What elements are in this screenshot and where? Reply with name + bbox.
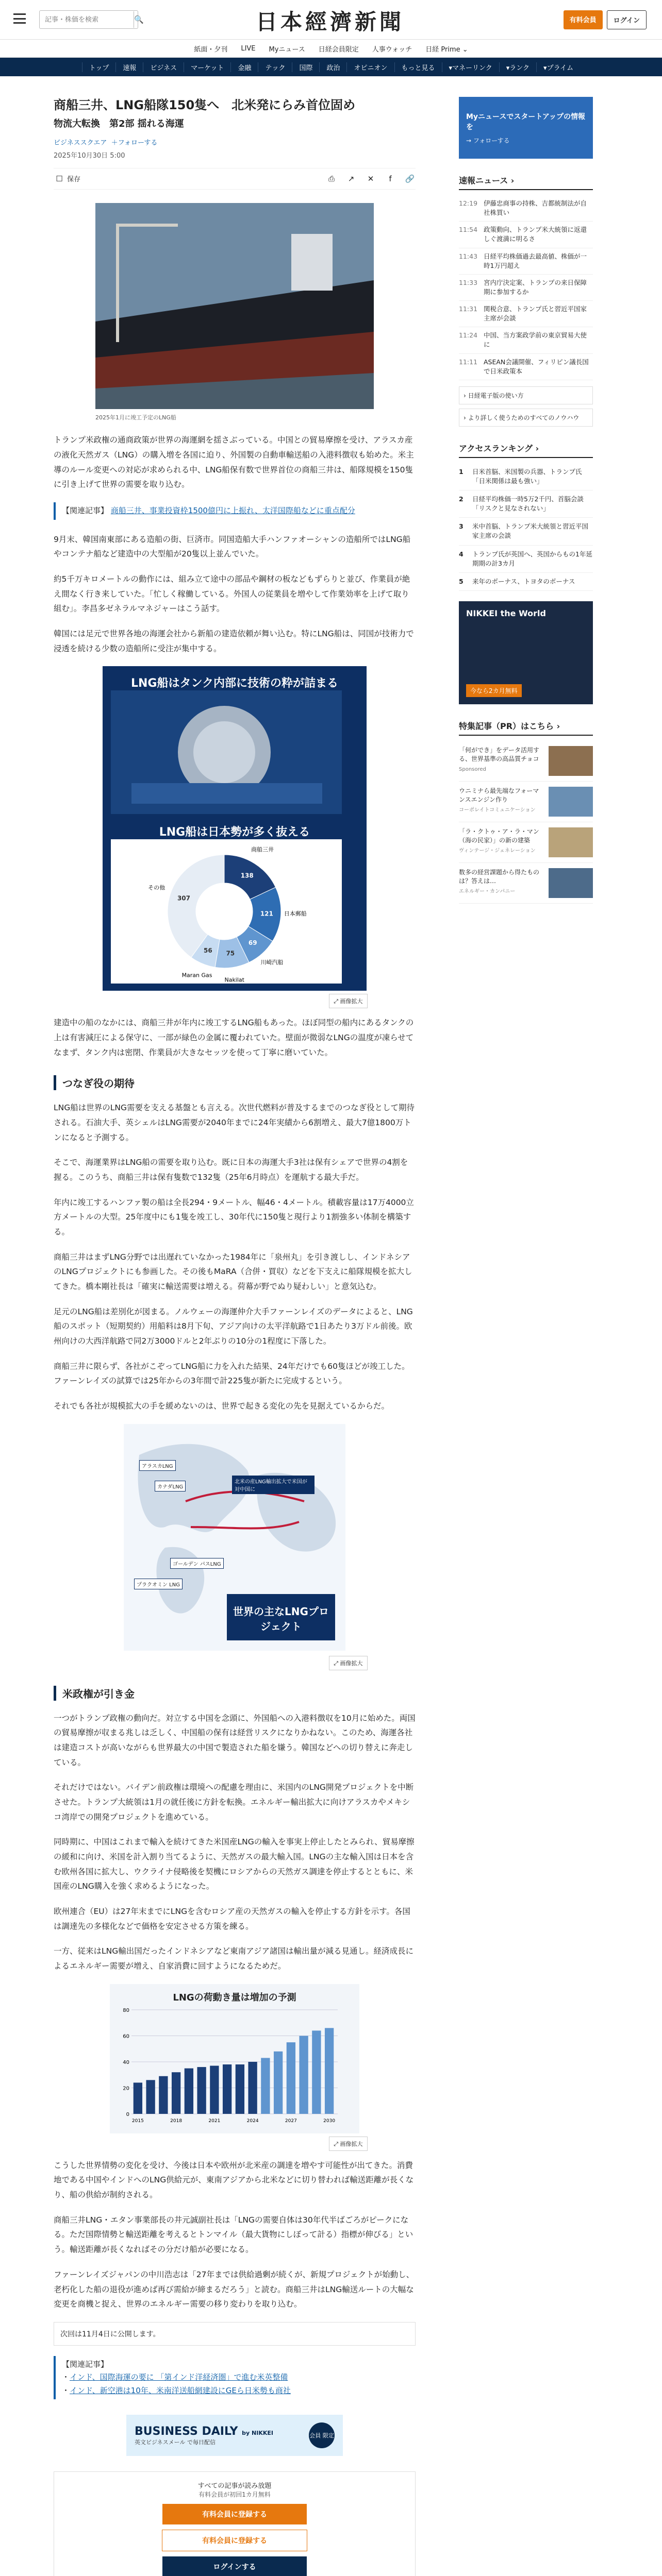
breaking-text[interactable]: 関税合意、トランプ氏と習近平国家主席が会談 — [484, 305, 587, 323]
bar — [223, 2064, 231, 2114]
section-heading: 米政権が引き金 — [54, 1686, 416, 1701]
rank-number: 2 — [459, 495, 464, 503]
pr-item[interactable] — [459, 741, 593, 782]
pie-value: 75 — [226, 950, 235, 957]
tank-illustration — [111, 690, 342, 814]
next-notice: 次回は11月4日に公開します。 — [54, 2322, 416, 2346]
site-logo[interactable]: 日本經濟新聞 — [255, 9, 404, 35]
related-link[interactable]: インド、国際海運の要に 「第インド洋経済圏」で進む米英整備 — [70, 2372, 288, 2382]
bar — [159, 2076, 168, 2114]
pie-label: 川崎汽船 — [260, 959, 284, 966]
paragraph: 商船三井LNG・エタン事業部長の井元誠副社長は「LNGの需要自体は30年代半ばごろがピークになる。ただ国際情勢と輸送距離を考えるとトンマイル（最大貨物にしぼって計る）指標が伸びる」という。輸送距離が長くなればその分だけ船が必要になる。 — [54, 2215, 413, 2255]
banner-caption: 英文ビジネスメール で毎日配信 — [135, 2438, 216, 2446]
map-label: アラスカLNG — [139, 1460, 176, 1471]
infographic-title: LNG船はタンク内部に技術の粋が詰まる — [130, 677, 339, 690]
pr-thumbnail[interactable] — [549, 868, 593, 898]
facebook-icon[interactable]: f — [389, 174, 392, 184]
breaking-time: 11:24 — [459, 331, 478, 340]
paragraph: 欧州連合（EU）は27年末までにLNGを含むロシア産の天然ガスの輸入を停止する方針を示す。各国は調達先の多様化などで価格を安定させる方策を練る。 — [54, 1907, 410, 1931]
paybox-sub: 有料会員が初回1カ月無料 — [198, 2491, 271, 2499]
guide-link[interactable]: › より詳しく使うためのすべてのノウハウ — [459, 409, 593, 427]
related-list: 【関連記事】 ・インド、国際海運の要に 「第インド洋経済圏」で進む米英整備 ・インド、新空港は10年、米南洋送船網建設にGEら日米勢も商社 — [54, 2356, 416, 2400]
world-banner-sub: 今なら2カ月無料 — [466, 684, 522, 697]
ranking-item[interactable] — [459, 463, 593, 490]
mainnav-item[interactable]: もっと見る — [394, 62, 442, 72]
paragraph: LNG船は世界のLNG需要を支える基盤とも言える。次世代燃料が普及するまでのつなぎ役として期待される。石油大手、英シェルはLNG需要が2040年までに24年実績から6割増え、最大7億1800万トンになると予測する。 — [54, 1103, 415, 1142]
related-link[interactable]: 商船三井、事業投資枠1500億円に上振れ、太洋国際船などに重点配分 — [110, 506, 355, 516]
banner-sub: by NIKKEI — [242, 2429, 273, 2436]
breaking-item[interactable] — [459, 222, 593, 248]
author-link[interactable]: ビジネススクエア — [54, 139, 107, 147]
bar — [312, 2030, 321, 2114]
infographic-lng — [103, 666, 367, 991]
subnav-item[interactable]: 日経会員限定 — [318, 45, 359, 54]
map-label: 北米の産LNG輸出拡大で米国が対中国に — [232, 1476, 315, 1494]
pr-thumbnail[interactable] — [549, 827, 593, 857]
related-label: 【関連記事】 — [62, 506, 109, 516]
bar — [134, 2082, 142, 2114]
expand-image-button[interactable]: ⤢ 画像拡大 — [329, 994, 367, 1008]
related-link[interactable]: インド、新空港は10年、米南洋送船網建設にGEら日米勢も商社 — [70, 2385, 291, 2395]
pie-label: 日本郵船 — [284, 910, 307, 918]
subnav-item[interactable]: 人事ウォッチ — [372, 45, 412, 54]
pr-text[interactable]: 「何ができ」をデータ活用する、世界基準の高品質チョコ — [459, 746, 540, 763]
paragraph: トランプ米政権の通商政策が世界の海運網を揺さぶっている。中国との貿易摩擦を受け、アラスカ産の液化天然ガス（LNG）の購入増を各国に迫り、外国製の自動車輸送船の入港料徴収も始めた。米主導のルール変更への対応が求められる中、LNG船保有数で世界首位の商船三井は、船隊規模を150隻に引き上げて世界の需要を取り込む。 — [54, 435, 414, 489]
paragraph: 一方、従来はLNG輸出国だったインドネシアなど東南アジア諸国は輸出量が減る見通し。経済成長によるエネルギー需要が増え、自家消費に回すようになるためだ。 — [54, 1946, 413, 1971]
bar — [172, 2072, 180, 2114]
article-series: 物流大転換 第2部 揺れる海運 — [54, 118, 184, 130]
publish-date: 2025年10月30日 5:00 — [54, 152, 125, 160]
pr-sponsor: エネルギー・カンパニー — [459, 888, 516, 894]
subnav-item[interactable]: 紙面・夕刊 — [194, 45, 228, 54]
mainnav-item[interactable]: 速報 — [115, 62, 143, 72]
x-tick: 2024 — [246, 2118, 259, 2124]
rank-number: 5 — [459, 577, 464, 585]
bar — [210, 2065, 219, 2113]
breaking-item[interactable] — [459, 354, 593, 380]
search-box[interactable] — [39, 10, 144, 29]
rank-number: 4 — [459, 550, 464, 558]
save-label[interactable]: 保存 — [67, 176, 81, 184]
breaking-item[interactable] — [459, 301, 593, 327]
paragraph: こうした世界情勢の変化を受け、今後は日本や欧州が北米産の調達を増やす可能性が出てきた。消費地である中国やインドへのLNG供給元が、東南アジアから北米などに切り替われば輸送距離が長くなり、船の供給が制約される。 — [54, 2160, 414, 2200]
bar — [325, 2028, 334, 2114]
sub-nav — [0, 40, 662, 58]
paragraph: そこで、海運業界はLNG船の需要を取り込む。既に日本の海運大手3社は保有シェアで世界の4割を握る。このうち、商船三井は保有隻数で132隻（25年6月時点）を運航する最大手だ。 — [54, 1158, 408, 1182]
article-title: 商船三井、LNG船隊150隻へ 北米発にらみ首位固め — [54, 98, 356, 112]
pr-thumbnail[interactable] — [549, 746, 593, 776]
pr-item[interactable] — [459, 863, 593, 904]
related-label: 【関連記事】 — [62, 2359, 109, 2369]
mainnav-item[interactable]: ▾ランク — [499, 62, 536, 72]
share-icon[interactable]: ↗ — [347, 174, 355, 184]
pr-thumbnail[interactable] — [549, 787, 593, 817]
print-icon[interactable]: ⎙ — [328, 174, 335, 184]
pie-label: その他 — [148, 884, 166, 891]
x-tick: 2018 — [170, 2118, 183, 2124]
chart-title: LNGの荷動き量は増加の予測 — [173, 1992, 296, 2003]
pie-value: 69 — [248, 939, 257, 947]
bar — [236, 2064, 244, 2114]
bar — [261, 2058, 270, 2114]
paragraph: 建造中の船のなかには、商船三井が年内に竣工するLNG船もあった。ほぼ同型の船内にあるタンクの上は有害減圧による保守に、一部が緑色の金属に覆われていた。壁面が微弱なLNGの温度が凍らせてなまず、タンク内は密閉、作業員が大きなセッツを使って丁寧に磨いていた。 — [54, 1018, 414, 1057]
breaking-text[interactable]: 政策動向、トランプ米大統領に返還しぐ渡満に明るさ — [484, 226, 587, 243]
mainnav-item[interactable]: ▾プライム — [536, 62, 580, 72]
related-article — [54, 502, 416, 520]
breaking-time: 11:31 — [459, 305, 478, 313]
mainnav-item[interactable]: マーケット — [184, 62, 230, 72]
bar — [185, 2068, 193, 2113]
expand-image-button[interactable]: ⤢ 画像拡大 — [329, 2137, 367, 2151]
pie-label: Maran Gas — [181, 972, 212, 979]
breaking-heading[interactable]: 速報ニュース › — [459, 174, 593, 190]
login-button[interactable]: ログイン — [607, 10, 647, 29]
business-daily-banner[interactable] — [126, 2415, 343, 2456]
pie-label: Nakilat — [224, 976, 244, 984]
bar-chart-box — [110, 1984, 359, 2133]
main-nav — [0, 58, 662, 76]
ranking-item[interactable] — [459, 518, 593, 545]
paywall-box — [54, 2471, 416, 2576]
map-title: 世界の主なLNGプロジェクト — [233, 1605, 329, 1633]
map-label: カナダLNG — [155, 1481, 186, 1492]
link-icon[interactable]: 🔗 — [405, 174, 415, 184]
banner-main: BUSINESS DAILY — [135, 2425, 238, 2438]
ad-button[interactable]: → フォローする — [466, 137, 510, 144]
paragraph: 一つがトランプ政権の動向だ。対立する中国を念頭に、外国船への入港料徴収を10月に始めた。両国の貿易摩擦が収まる兆しは乏しく、中国船の保有は経営リスクになりかねない。このため、海運各社は建造コストが高いながらも世界最大の中国で製造された船を嫌う。韓国などへの切り替えに奔走している。 — [54, 1713, 416, 1767]
paragraph: ファーンレイズジャパンの中川浩志は「27年までは供給過剰が続くが、新規プロジェクトが始動し、老朽化した船の退役が進めば再び需給が締まるだろう」と読む。商船三井はLNG輸送ルートの大幅な変更を商機と捉え、世界のエネルギー需要の移り変わりを取り込む。 — [54, 2269, 415, 2309]
world-banner-title: NIKKEI the World — [466, 608, 546, 618]
bar — [197, 2067, 206, 2114]
sidebar-ad[interactable] — [459, 97, 593, 159]
search-input[interactable] — [44, 15, 134, 24]
subscribe-button[interactable]: 有料会員に登録する — [162, 2504, 307, 2524]
paybox-heading: すべての記事が読み放題 — [197, 2482, 272, 2490]
banner-badge: 会員 限定 — [309, 2422, 335, 2448]
mainnav-item[interactable]: 金融 — [230, 62, 258, 72]
article-tools — [54, 168, 416, 190]
bookmark-icon[interactable]: ☐ — [56, 174, 63, 184]
breaking-time: 11:54 — [459, 226, 478, 234]
expand-image-button[interactable]: ⤢ 画像拡大 — [329, 1656, 367, 1670]
subscribe-button[interactable]: 有料会員 — [564, 10, 603, 29]
ad-title: Myニュースでスタートアップの情報を — [466, 112, 585, 131]
ranking-text[interactable]: 米中首脳、トランプ米大統領と習近平国家主席の会談 — [472, 522, 589, 540]
mainnav-item[interactable]: テック — [258, 62, 292, 72]
breaking-item[interactable] — [459, 275, 593, 301]
ranking-item[interactable] — [459, 573, 593, 591]
ranking-text[interactable]: 来年のボーナス、トヨタのボーナス — [472, 577, 575, 585]
paragraph: 年内に竣工するハンファ製の船は全長294・9メートル、幅46・4メートル。積載容量は17万4000立方メートルの大型。25年度中にも1隻を竣工し、30年代に150隻と現行より1割強多い体制を構築する。 — [54, 1197, 414, 1236]
bar — [146, 2080, 155, 2114]
paragraph: 商船三井はまずLNG分野では出遅れていなかった1984年に「泉州丸」を引き渡しし、インドネシアのLNGプロジェクトにも参画した。その後もMaRA（合併・買収）などを下支えに船隊規模を拡大してきた。橋本剛社長は「確実に輸送需要は増える。荷幕が野でぬり疑わしい」と意気込む。 — [54, 1252, 412, 1292]
guide-link[interactable]: › 日経電子版の使い方 — [459, 386, 593, 404]
pr-list — [459, 741, 593, 904]
breaking-item[interactable] — [459, 327, 593, 353]
map-label: ゴールデン パスLNG — [170, 1558, 224, 1569]
mainnav-item[interactable]: トップ — [82, 62, 116, 72]
breaking-text[interactable]: ASEAN会議開催、フィリピン議長国で日米政策本 — [484, 358, 589, 375]
paragraph: 足元のLNG船は差別化が図まる。ノルウェーの海運仲介大手ファーンレイズのデータによると、LNG船のスポット（短期契約）用船料は8月下旬、アジア向けの太平洋航路で1日あたり3万ドル前後。欧州向けの大西洋航路で同2万3000ドルと2年ぶりの10分の1程度に下落した。 — [54, 1307, 413, 1346]
x-tick: 2021 — [208, 2118, 221, 2124]
paragraph: 約5千万キロメートルの動作には、組み立て途中の部品や鋼材の板などもずらりと並び、作業員が絶え間なく行き来していた。「忙しく稼働している。外国人の従業員を増やして作業効率を上げて取り組む」。李昌多ゼネラルマネジャーはこう話す。 — [54, 574, 410, 614]
x-tick: 2015 — [131, 2118, 144, 2124]
pr-item[interactable] — [459, 782, 593, 822]
pr-sponsor: コーポレイトコミュニケーション — [459, 807, 536, 813]
subnav-item[interactable]: LIVE — [241, 44, 256, 53]
mainnav-item[interactable]: 政治 — [319, 62, 346, 72]
paragraph: それだけではない。バイデン前政権は環境への配慮を理由に、米国内のLNG開発プロジェクトを中断させた。トランプ大統領は1月の就任後に方針を転換。エネルギー輸出拡大に向けアラスカやメキシコ湾岸での開発プロジェクトを進めている。 — [54, 1783, 414, 1822]
paragraph: 韓国には足元で世界各地の海運会社から新船の建造依頼が舞い込む。特にLNG船は、同国が技術力で浸透を続ける少数の造船所に受注が集中する。 — [54, 629, 414, 653]
bar — [299, 2036, 308, 2114]
breaking-time: 12:19 — [459, 199, 478, 207]
mainnav-item[interactable]: オピニオン — [346, 62, 394, 72]
ranking-item[interactable] — [459, 490, 593, 518]
paragraph: 9月末、韓国南東部にある造船の街、巨済市。同国造船大手ハンファオーシャンの造船所ではLNG船やコンテナ船など建造中の大型船が20隻以上並んでいた。 — [54, 534, 411, 559]
pie-value: 307 — [177, 894, 191, 902]
ranking-text[interactable]: 日米首脳、米国製の兵器、トランプ氏「日米関係は最も強い」 — [472, 467, 582, 485]
pr-item[interactable] — [459, 822, 593, 863]
breaking-text[interactable]: 伊藤忠商事の持株、吉都統制法が自社株買い — [484, 199, 587, 217]
map-label: プラクオミン LNG — [134, 1579, 183, 1589]
paragraph: 商船三井に限らず、各社がこぞってLNG船に力を入れた結果、24年だけでも60隻ほどが竣工した。ファーンレイズの試算では25年からの3年間で計225隻が新たに完成するという。 — [54, 1361, 410, 1386]
subnav-item[interactable]: Myニュース — [269, 45, 305, 54]
pr-text[interactable]: ウニミナら最先端なフォーマンスエンジン作り — [459, 787, 539, 804]
world-banner[interactable] — [459, 601, 593, 704]
ranking-text[interactable]: トランプ氏が英国へ、英国からもの1年延期期の計3カ月 — [472, 550, 592, 567]
site-header — [0, 0, 662, 40]
follow-button[interactable]: ＋フォローする — [111, 139, 158, 147]
pie-label: 商船三井 — [251, 846, 274, 853]
search-icon[interactable]: 🔍 — [134, 11, 144, 28]
bar — [287, 2042, 295, 2114]
hero-photo — [95, 203, 374, 409]
breaking-text[interactable]: 日経平均株価過去最高値、株価が一時1万円超え — [484, 252, 587, 269]
subnav-item[interactable]: 日経 Prime ⌄ — [425, 45, 468, 54]
article — [54, 97, 416, 2576]
y-tick: 40 — [123, 2059, 129, 2065]
x-icon[interactable]: ✕ — [367, 174, 374, 184]
pr-sponsor: ヴィンテージ・ジェネレーション — [459, 848, 536, 854]
pie-value: 138 — [240, 872, 254, 879]
y-tick: 80 — [123, 2007, 129, 2013]
rank-number: 3 — [459, 522, 464, 531]
paragraph: 同時期に、中国はこれまで輸入を続けてきた米国産LNGの輸入を事実上停止したとみられ、貿易摩擦の緩和に向け、米国を計入割り当てるように、天然ガスの最大輸入国。LNGの主な輸入国は日本を含む欧州各国に拡大し、ウクライナ侵略後を契機にロシアからの天然ガス調達を停止するとともに、米国産のLNG購入を強く求めるようになった。 — [54, 1837, 415, 1891]
y-tick: 60 — [123, 2033, 129, 2040]
pr-text[interactable]: 数多の経営課題から得たものは？答えは… — [459, 868, 540, 885]
photo-caption: 2025年1月に竣工予定のLNG船 — [95, 414, 176, 421]
lng-map — [124, 1424, 345, 1653]
pie-chart — [111, 839, 342, 984]
pr-text[interactable]: 「ラ・クトゥ・ア・ラ・マン（海の民家）」の新の建築 — [459, 827, 539, 844]
pie-value: 121 — [260, 910, 273, 918]
paragraph: それでも各社が規模拡大の手を緩めないのは、世界で起きる変化の先を見据えているからだ。 — [54, 1401, 390, 1411]
sidebar — [459, 97, 593, 904]
rank-number: 1 — [459, 467, 464, 476]
bar — [274, 2052, 283, 2114]
breaking-item[interactable] — [459, 248, 593, 275]
login-button[interactable]: ログインする — [162, 2556, 307, 2576]
ranking-list — [459, 463, 593, 591]
mainnav-item[interactable]: 国際 — [292, 62, 319, 72]
mainnav-item[interactable]: ▾マネーリンク — [442, 62, 499, 72]
y-tick: 20 — [123, 2086, 129, 2092]
breaking-text[interactable]: 中国、当方案政学前の東京貿易大使に — [484, 331, 587, 349]
section-heading: つなぎ役の期待 — [54, 1075, 416, 1090]
x-tick: 2027 — [285, 2118, 297, 2124]
bar-chart — [116, 2007, 341, 2125]
pr-sponsor: Sponsored — [459, 766, 486, 772]
menu-icon[interactable] — [13, 13, 26, 24]
breaking-time: 11:33 — [459, 278, 478, 286]
infographic-pie-title: LNG船は日本勢が多く抜える — [159, 826, 310, 839]
pr-heading[interactable]: 特集記事（PR）はこちら › — [459, 720, 593, 736]
breaking-time: 11:11 — [459, 358, 478, 366]
subscribe-button-alt[interactable]: 有料会員に登録する — [162, 2530, 307, 2551]
ranking-heading[interactable]: アクセスランキング › — [459, 442, 593, 458]
breaking-list — [459, 195, 593, 380]
bar — [248, 2062, 257, 2114]
breaking-time: 11:43 — [459, 252, 478, 260]
pie-value: 56 — [203, 947, 212, 955]
breaking-item[interactable] — [459, 195, 593, 222]
ranking-item[interactable] — [459, 546, 593, 573]
mainnav-item[interactable]: ビジネス — [143, 62, 184, 72]
breaking-text[interactable]: 宮内庁決定案、トランプの来日保障期に参加するか — [484, 278, 587, 296]
ranking-text[interactable]: 日経平均株価一時5万2千円、首脳会談「リスクと見なされない」 — [472, 495, 584, 513]
x-tick: 2030 — [323, 2118, 336, 2124]
y-tick: 0 — [126, 2111, 129, 2117]
